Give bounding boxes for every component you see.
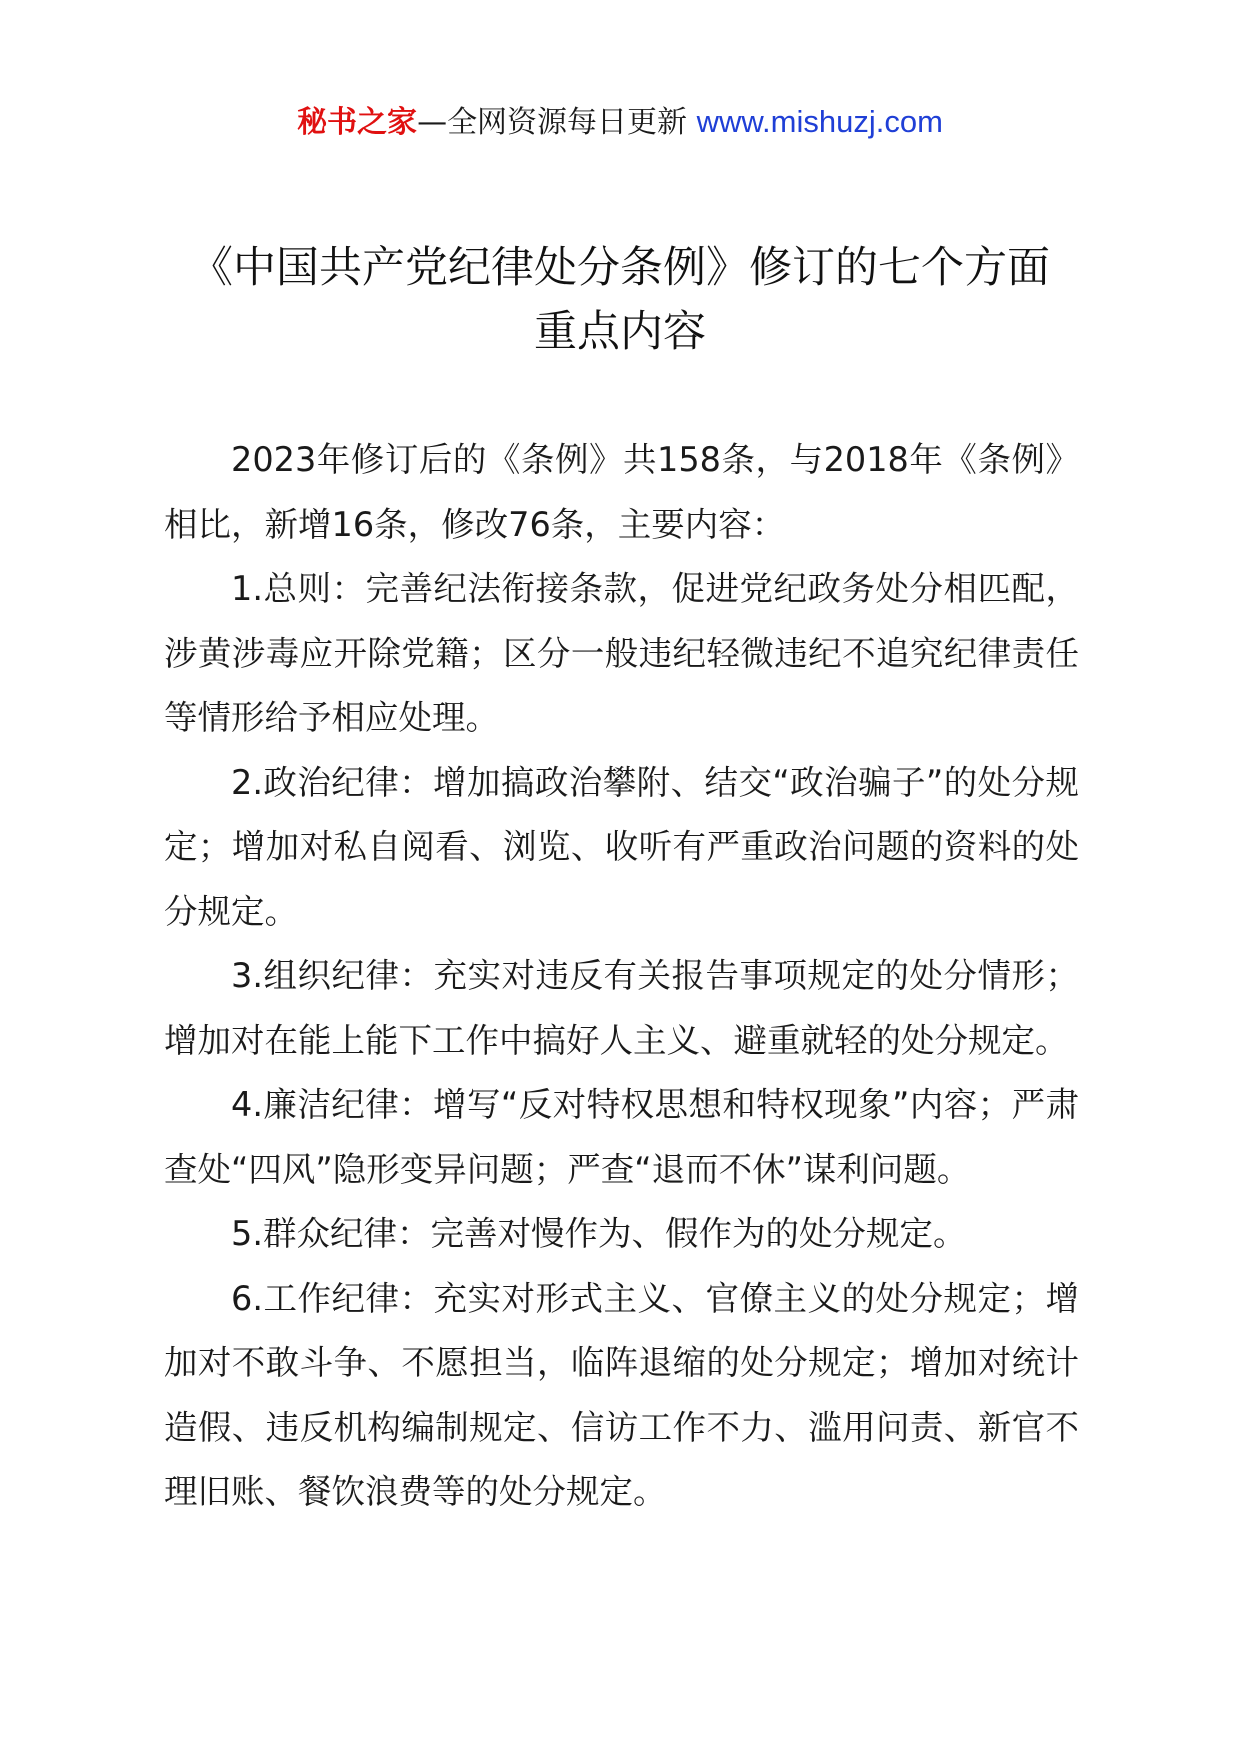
- title-line-2: 重点内容: [534, 307, 706, 357]
- item-political-discipline: 2.政治纪律：增加搞政治攀附、结交“政治骗子”的处分规定；增加对私自阅看、浏览、收听有严重政治问题的资料的处分规定。: [164, 762, 1079, 931]
- item-mass-discipline: 5.群众纪律：完善对慢作为、假作为的处分规定。: [231, 1214, 967, 1253]
- title-line-1: 《中国共产党纪律处分条例》修订的七个方面: [190, 243, 1050, 293]
- item-integrity-discipline: 4.廉洁纪律：增写“反对特权思想和特权现象”内容；严肃查处“四风”隐形变异问题；严查“退而不休”谋利问题。: [164, 1085, 1079, 1189]
- document-body: [164, 428, 1079, 1525]
- document-title: [150, 236, 1090, 364]
- site-slogan: —全网资源每日更新: [417, 105, 688, 140]
- item-general-provisions: 1.总则：完善纪法衔接条款，促进党纪政务处分相匹配，涉黄涉毒应开除党籍；区分一般违纪轻微违纪不追究纪律责任等情形给予相应处理。: [164, 569, 1079, 737]
- intro-paragraph: 2023年修订后的《条例》共158条，与2018年《条例》相比，新增16条，修改76条，主要内容：: [164, 440, 1079, 544]
- site-url-link[interactable]: www.mishuzj.com: [696, 104, 943, 139]
- site-brand: 秘书之家: [297, 105, 418, 140]
- item-work-discipline: 6.工作纪律：充实对形式主义、官僚主义的处分规定；增加对不敢斗争、不愿担当，临阵退缩的处分规定；增加对统计造假、违反机构编制规定、信访工作不力、滥用问责、新官不理旧账、餐饮浪费等的处分规定。: [164, 1278, 1079, 1511]
- item-organizational-discipline: 3.组织纪律：充实对违反有关报告事项规定的处分情形；增加对在能上能下工作中搞好人主义、避重就轻的处分规定。: [164, 956, 1079, 1060]
- site-header: [0, 100, 1240, 145]
